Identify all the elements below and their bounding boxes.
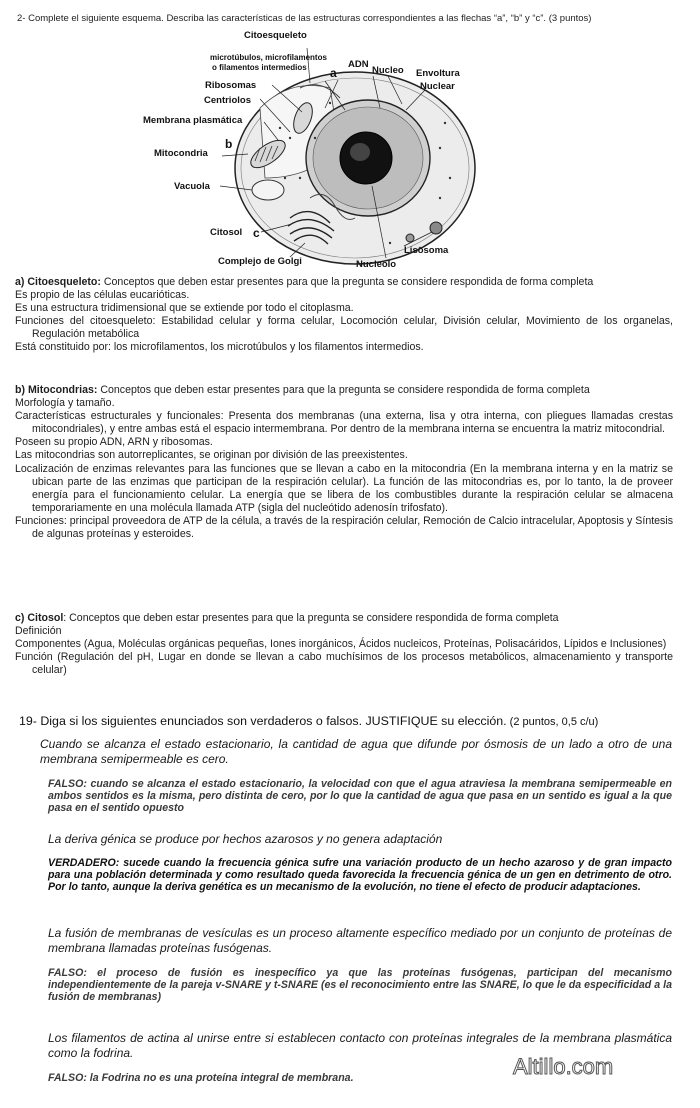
label-centriolos: Centriolos xyxy=(204,95,251,106)
label-citosol: Citosol xyxy=(210,227,243,238)
label-citoesqueleto: Citoesqueleto xyxy=(244,30,307,41)
label-nucleo: Nucleo xyxy=(372,65,404,76)
question-19-text: 19- Diga si los siguientes enunciados son verdaderos o falsos. JUSTIFIQUE su elección. xyxy=(19,714,507,728)
answer-b-line: Poseen su propio ADN, ARN y ribosomas. xyxy=(15,436,213,449)
answer-a-citoesqueleto xyxy=(15,276,673,355)
answer-2: VERDADERO: sucede cuando la frecuencia génica sufre una variación producto de un hecho azaroso y de gran impacto para una población determinada y como resultado queda favorecida la frecuencia génica de un gen en detrimento de otro. Por lo tanto, aunque la deriva genética es un mecanismo de la evolución, no tiene el efecto de producir adaptaciones. xyxy=(48,857,672,894)
arrow-label-c: c xyxy=(253,226,260,240)
label-citoesqueleto-sub2: o filamentos intermedios xyxy=(212,63,307,72)
answer-c-line: Definición xyxy=(15,625,62,638)
statement-3: La fusión de membranas de vesículas es un proceso altamente específico mediado por un conjunto de proteínas de membrana llamadas proteínas fusógenas. xyxy=(48,926,672,955)
label-citoesqueleto-sub1: microtúbulos, microfilamentos xyxy=(210,53,327,62)
answer-c-citosol xyxy=(15,612,673,677)
answer-b-title: b) Mitocondrias: xyxy=(15,384,98,396)
answer-c-title: c) Citosol xyxy=(15,612,64,624)
answer-a-line: Es propio de las células eucarióticas. xyxy=(15,289,190,302)
label-golgi: Complejo de Golgi xyxy=(218,256,302,267)
label-nuclear: Nuclear xyxy=(420,81,455,92)
question-2-title: 2- Complete el siguiente esquema. Describa las características de las estructuras correspondientes a las flechas “a”, “b” y “c”. (3 puntos) xyxy=(17,13,592,24)
answer-b-line: Las mitocondrias son autorreplicantes, se originan por división de las preexistentes. xyxy=(15,449,408,462)
label-mitocondria: Mitocondria xyxy=(154,148,208,159)
label-nucleolo: Nucleolo xyxy=(356,259,397,270)
answer-3: FALSO: el proceso de fusión es inespecífico ya que las proteínas fusógenas, participan del mecanismo independientemente de la pareja v-SNARE y t-SNARE (es el reconocimiento entre las SNARE, lo que le da especificidad a la fusión de membranas) xyxy=(48,967,672,1004)
vacuole-shape xyxy=(252,180,284,200)
answer-c-intro: : Conceptos que deben estar presentes para que la pregunta se considere respondida de forma completa xyxy=(63,612,559,624)
question-19-points: (2 puntos, 0,5 c/u) xyxy=(506,716,599,728)
answer-b-intro: Conceptos que deben estar presentes para que la pregunta se considere respondida de forma completa xyxy=(97,384,590,396)
answer-c-line: Función (Regulación del pH, Lugar en donde se llevan a cabo muchísimos de los procesos metabólicos, almacenamiento y transporte celular) xyxy=(15,651,673,677)
label-vacuola: Vacuola xyxy=(174,181,210,192)
label-envoltura: Envoltura xyxy=(416,68,460,79)
answer-b-line: Localización de enzimas relevantes para las funciones que se llevan a cabo en la mitocondria (En la membrana interna y en la matriz se ubican parte de las enzimas que participan de la respiración celular). La función de las mitocondrias es, por lo tanto, la de proveer energía para el funcionamiento celular. La energía que se libera de los combustibles durante la respiración celular se almacena temporariamente en una molécula llamada ATP (sigla del nucleótido adenosín trifosfato). xyxy=(15,462,673,514)
question-19-title xyxy=(19,714,679,728)
answer-a-line: Es una estructura tridimensional que se extiende por todo el citoplasma. xyxy=(15,302,354,315)
answer-a-line: Está constituido por: los microfilamentos, los microtúbulos y los filamentos intermedios. xyxy=(15,341,424,354)
label-adn: ADN xyxy=(348,59,369,70)
answer-b-line: Características estructurales y funcionales: Presenta dos membranas (una externa, lisa y otra interna, con pliegues llamadas crestas mitocondriales), y entre ambas está el espacio intermembrana. Por dentro de la membrana interna se encuentra la matriz mitocondrial. xyxy=(15,410,673,436)
arrow-label-b: b xyxy=(225,137,233,151)
arrow-label-a: a xyxy=(330,66,337,80)
label-lisosoma: Lisosoma xyxy=(404,245,449,256)
answer-a-line: Funciones del citoesqueleto: Estabilidad celular y forma celular, Locomoción celular, División celular, Movimiento de los organelas, Regulación metabólica xyxy=(15,315,673,341)
answer-1: FALSO: cuando se alcanza el estado estacionario, la velocidad con que el agua atraviesa la membrana semipermeable en ambos sentidos es la misma, pero distinta de cero, por lo que la cantidad de agua que pasa en un sentido es igual a la que pasa en el sentido opuesto xyxy=(48,778,672,815)
answer-b-line: Funciones: principal proveedora de ATP de la célula, a través de la respiración celular, Remoción de Calcio intracelular, Apoptosis y Síntesis de algunas proteínas y esteroides. xyxy=(15,514,673,541)
watermark-logo: Altillo.com xyxy=(513,1054,614,1079)
cell-diagram xyxy=(140,28,480,274)
statement-1: Cuando se alcanza el estado estacionario, la cantidad de agua que difunde por ósmosis de un lado a otro de una membrana semipermeable es cero. xyxy=(40,737,672,766)
answer-4: FALSO: la Fodrina no es una proteína integral de membrana. xyxy=(48,1072,354,1084)
answer-b-line: Morfología y tamaño. xyxy=(15,397,115,410)
statement-4: Los filamentos de actina al unirse entre si establecen contacto con proteínas integrales de la membrana plasmática como la fodrina. xyxy=(48,1031,672,1060)
label-membrana-plasmatica: Membrana plasmática xyxy=(143,115,243,126)
label-ribosomas: Ribosomas xyxy=(205,80,257,91)
answer-a-intro: Conceptos que deben estar presentes para que la pregunta se considere respondida de forma completa xyxy=(100,276,594,288)
answer-c-line: Componentes (Agua, Moléculas orgánicas pequeñas, Iones inorgánicos, Ácidos nucleicos, Proteínas, Polisacáridos, Lípidos e Inclusiones) xyxy=(15,638,667,651)
statement-2: La deriva génica se produce por hechos azarosos y no genera adaptación xyxy=(48,832,443,846)
answer-b-mitocondrias xyxy=(15,384,673,541)
answer-a-title: a) Citoesqueleto: xyxy=(15,276,101,288)
